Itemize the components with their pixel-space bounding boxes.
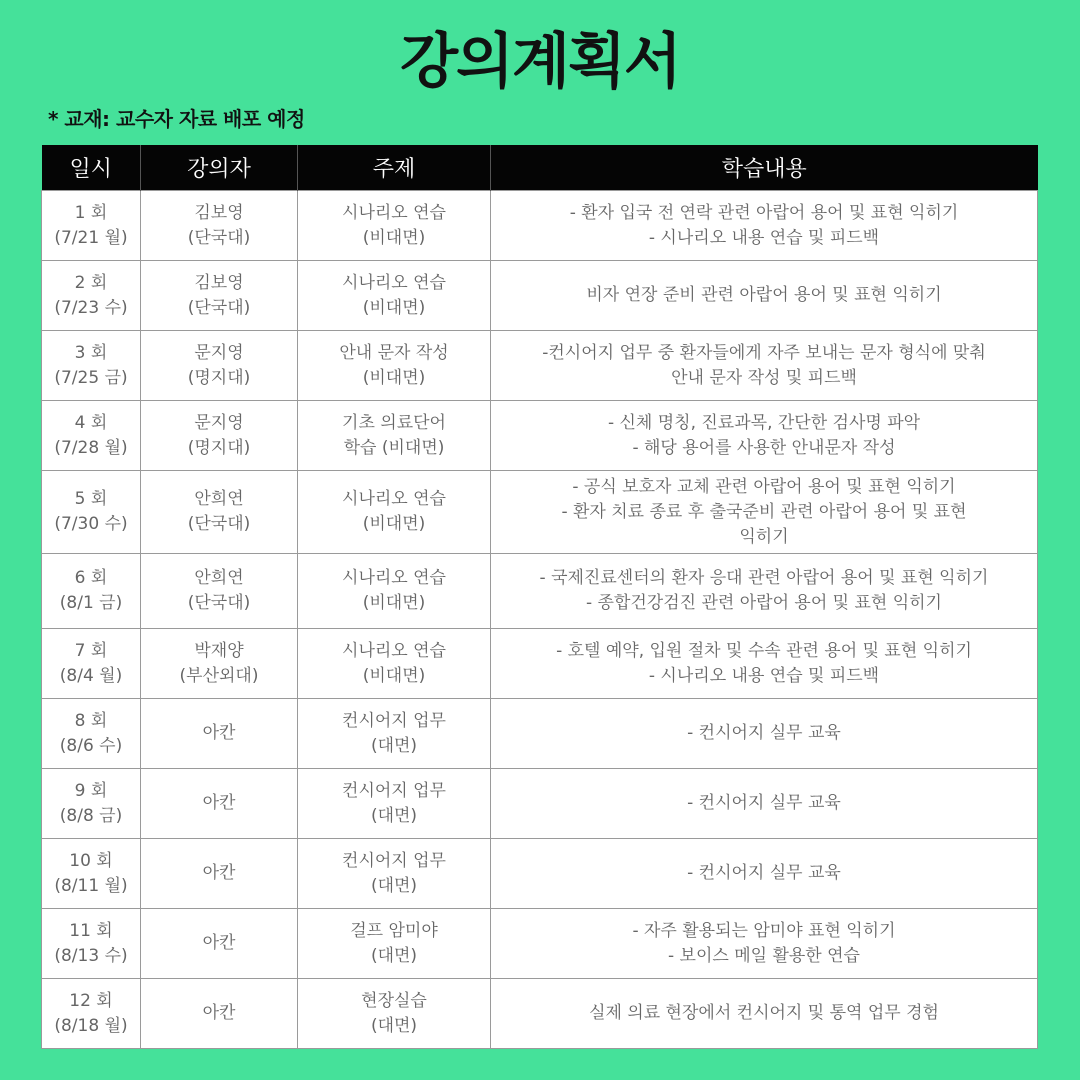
- topic-cell-line: (비대면): [362, 227, 426, 248]
- topic-cell-line: (비대면): [362, 367, 426, 388]
- session-date-cell-line: 7 회: [74, 640, 108, 661]
- table-row: [42, 699, 1038, 769]
- content-cell-line: 익히기: [739, 526, 789, 547]
- table-row: [42, 839, 1038, 909]
- topic-cell-line: 시나리오 연습: [342, 640, 446, 661]
- table-row: [42, 909, 1038, 979]
- session-date-cell-line: 5 회: [74, 489, 108, 509]
- session-date-cell-line: 1 회: [74, 202, 108, 223]
- lecturer-cell-line: (부산외대): [179, 665, 259, 686]
- table-row: [42, 191, 1038, 261]
- lecturer-cell-line: (명지대): [187, 367, 251, 388]
- session-date-cell-line: (7/25 금): [54, 367, 128, 388]
- topic-cell-line: (비대면): [362, 593, 426, 613]
- content-cell-line: - 종합건강검진 관련 아랍어 용어 및 표현 익히기: [586, 593, 942, 613]
- topic-cell-line: (대면): [370, 945, 418, 966]
- session-date-cell: [42, 191, 141, 261]
- textbook-note: * 교재: 교수자 자료 배포 예정: [48, 107, 305, 131]
- session-date-cell: [42, 401, 141, 471]
- table-row: [42, 401, 1038, 471]
- topic-cell-line: 현장실습: [361, 990, 427, 1011]
- lecturer-cell-line: 김보영: [194, 202, 244, 223]
- topic-cell-line: (비대면): [362, 297, 426, 318]
- topic-cell: [298, 629, 491, 699]
- content-cell-line: 안내 문자 작성 및 피드백: [671, 367, 857, 388]
- topic-cell-line: 안내 문자 작성: [339, 342, 449, 363]
- content-cell-line: - 환자 입국 전 연락 관련 아랍어 용어 및 표현 익히기: [569, 202, 959, 223]
- session-date-cell-line: (8/18 월): [54, 1015, 128, 1036]
- content-cell-line: - 컨시어지 실무 교육: [687, 863, 841, 883]
- content-cell-line: - 컨시어지 실무 교육: [687, 793, 841, 813]
- table-row: [42, 554, 1038, 629]
- session-date-cell-line: (7/23 수): [54, 297, 128, 318]
- topic-cell: [298, 769, 491, 839]
- session-date-cell: [42, 769, 141, 839]
- lecturer-cell-line: 박재양: [194, 640, 244, 661]
- topic-cell: [298, 191, 491, 261]
- column-header-topic: 주제: [298, 145, 491, 191]
- content-cell: [491, 554, 1038, 629]
- lecturer-cell: [141, 471, 298, 554]
- page-title: 강의계획서: [400, 27, 680, 97]
- topic-cell-line: (대면): [370, 875, 418, 896]
- lecturer-cell: [141, 699, 298, 769]
- table-row: [42, 629, 1038, 699]
- lecturer-cell: [141, 979, 298, 1049]
- lecturer-cell-line: 문지영: [194, 342, 244, 363]
- lecturer-cell-line: 안희연: [194, 489, 244, 509]
- content-cell-line: - 자주 활용되는 암미야 표현 익히기: [632, 920, 896, 941]
- session-date-cell: [42, 699, 141, 769]
- content-cell-line: - 환자 치료 종료 후 출국준비 관련 아랍어 용어 및 표현: [561, 501, 967, 522]
- topic-cell-line: 시나리오 연습: [342, 568, 446, 588]
- content-cell: [491, 979, 1038, 1049]
- topic-cell: [298, 554, 491, 629]
- column-header-date: 일시: [42, 145, 141, 191]
- topic-cell-line: 컨시어지 업무: [342, 850, 446, 871]
- session-date-cell: [42, 979, 141, 1049]
- session-date-cell-line: 11 회: [69, 920, 113, 941]
- lecturer-cell: [141, 191, 298, 261]
- topic-cell: [298, 909, 491, 979]
- content-cell-line: - 호텔 예약, 입원 절차 및 수속 관련 용어 및 표현 익히기: [556, 640, 972, 661]
- session-date-cell-line: 12 회: [69, 990, 113, 1011]
- content-cell-line: 비자 연장 준비 관련 아랍어 용어 및 표현 익히기: [586, 285, 942, 305]
- column-header-lecturer: 강의자: [141, 145, 298, 191]
- topic-cell-line: 컨시어지 업무: [342, 780, 446, 801]
- topic-cell-line: 걸프 암미야: [350, 920, 438, 941]
- topic-cell: [298, 471, 491, 554]
- content-cell-line: - 시나리오 내용 연습 및 피드백: [648, 227, 880, 248]
- session-date-cell: [42, 629, 141, 699]
- topic-cell: [298, 839, 491, 909]
- topic-cell: [298, 699, 491, 769]
- content-cell-line: -컨시어지 업무 중 환자들에게 자주 보내는 문자 형식에 맞춰: [542, 342, 986, 363]
- topic-cell-line: 컨시어지 업무: [342, 710, 446, 731]
- column-header-content: 학습내용: [491, 145, 1038, 191]
- topic-cell-line: (대면): [370, 735, 418, 756]
- lecturer-cell-line: 아칸: [202, 863, 236, 883]
- lecturer-cell-line: (단국대): [187, 227, 251, 248]
- topic-cell-line: (대면): [370, 805, 418, 826]
- session-date-cell: [42, 839, 141, 909]
- content-cell: [491, 629, 1038, 699]
- topic-cell-line: 기초 의료단어: [342, 412, 446, 433]
- topic-cell-line: 시나리오 연습: [342, 202, 446, 223]
- session-date-cell-line: (8/6 수): [59, 735, 123, 756]
- content-cell-line: - 국제진료센터의 환자 응대 관련 아랍어 용어 및 표현 익히기: [539, 568, 989, 588]
- lecturer-cell: [141, 401, 298, 471]
- session-date-cell: [42, 909, 141, 979]
- lecturer-cell: [141, 909, 298, 979]
- lecturer-cell-line: (명지대): [187, 437, 251, 458]
- lecturer-cell-line: (단국대): [187, 514, 251, 534]
- content-cell: [491, 699, 1038, 769]
- lecturer-cell: [141, 554, 298, 629]
- session-date-cell-line: (8/4 월): [59, 665, 123, 686]
- table-header-row: [42, 145, 1038, 191]
- topic-cell-line: 시나리오 연습: [342, 489, 446, 509]
- content-cell: [491, 331, 1038, 401]
- content-cell: [491, 261, 1038, 331]
- content-cell-line: - 공식 보호자 교체 관련 아랍어 용어 및 표현 익히기: [572, 476, 956, 497]
- content-cell: [491, 471, 1038, 554]
- topic-cell: [298, 979, 491, 1049]
- lecturer-cell-line: 문지영: [194, 412, 244, 433]
- content-cell-line: - 신체 명칭, 진료과목, 간단한 검사명 파악: [607, 412, 921, 433]
- lecturer-cell: [141, 769, 298, 839]
- session-date-cell-line: 6 회: [74, 568, 108, 588]
- topic-cell-line: 학습 (비대면): [343, 437, 445, 458]
- topic-cell-line: (비대면): [362, 665, 426, 686]
- content-cell: [491, 191, 1038, 261]
- session-date-cell-line: (7/30 수): [54, 514, 128, 534]
- session-date-cell: [42, 554, 141, 629]
- content-cell-line: - 컨시어지 실무 교육: [687, 723, 841, 743]
- table-row: [42, 769, 1038, 839]
- lecturer-cell: [141, 839, 298, 909]
- lecturer-cell: [141, 331, 298, 401]
- session-date-cell: [42, 261, 141, 331]
- session-date-cell: [42, 331, 141, 401]
- lecturer-cell: [141, 261, 298, 331]
- content-cell: [491, 839, 1038, 909]
- content-cell: [491, 401, 1038, 471]
- lecturer-cell-line: 아칸: [202, 723, 236, 743]
- session-date-cell: [42, 471, 141, 554]
- table-row: [42, 331, 1038, 401]
- lecturer-cell-line: 아칸: [202, 933, 236, 953]
- topic-cell: [298, 261, 491, 331]
- content-cell-line: - 보이스 메일 활용한 연습: [668, 945, 860, 966]
- lecturer-cell-line: 아칸: [202, 793, 236, 813]
- lecturer-cell-line: 안희연: [194, 568, 244, 588]
- session-date-cell-line: 3 회: [74, 342, 108, 363]
- content-cell-line: 실제 의료 현장에서 컨시어지 및 통역 업무 경험: [589, 1003, 939, 1023]
- session-date-cell-line: 2 회: [74, 272, 108, 293]
- lecturer-cell: [141, 629, 298, 699]
- session-date-cell-line: (7/28 월): [54, 437, 128, 458]
- lecture-plan-table: [41, 145, 1038, 1049]
- topic-cell: [298, 401, 491, 471]
- session-date-cell-line: (8/1 금): [59, 593, 123, 613]
- lecturer-cell-line: (단국대): [187, 593, 251, 613]
- content-cell-line: - 해당 용어를 사용한 안내문자 작성: [632, 437, 896, 458]
- lecturer-cell-line: 아칸: [202, 1003, 236, 1023]
- session-date-cell-line: (7/21 월): [54, 227, 128, 248]
- topic-cell-line: (대면): [370, 1015, 418, 1036]
- session-date-cell-line: 4 회: [74, 412, 108, 433]
- lecturer-cell-line: (단국대): [187, 297, 251, 318]
- session-date-cell-line: (8/13 수): [54, 945, 128, 966]
- content-cell: [491, 909, 1038, 979]
- topic-cell-line: (비대면): [362, 514, 426, 534]
- table-row: [42, 471, 1038, 554]
- session-date-cell-line: (8/8 금): [59, 805, 123, 826]
- content-cell: [491, 769, 1038, 839]
- session-date-cell-line: 10 회: [69, 850, 113, 871]
- content-cell-line: - 시나리오 내용 연습 및 피드백: [648, 665, 880, 686]
- table-row: [42, 261, 1038, 331]
- session-date-cell-line: (8/11 월): [54, 875, 128, 896]
- session-date-cell-line: 8 회: [74, 710, 108, 731]
- topic-cell-line: 시나리오 연습: [342, 272, 446, 293]
- lecturer-cell-line: 김보영: [194, 272, 244, 293]
- session-date-cell-line: 9 회: [74, 780, 108, 801]
- topic-cell: [298, 331, 491, 401]
- table-row: [42, 979, 1038, 1049]
